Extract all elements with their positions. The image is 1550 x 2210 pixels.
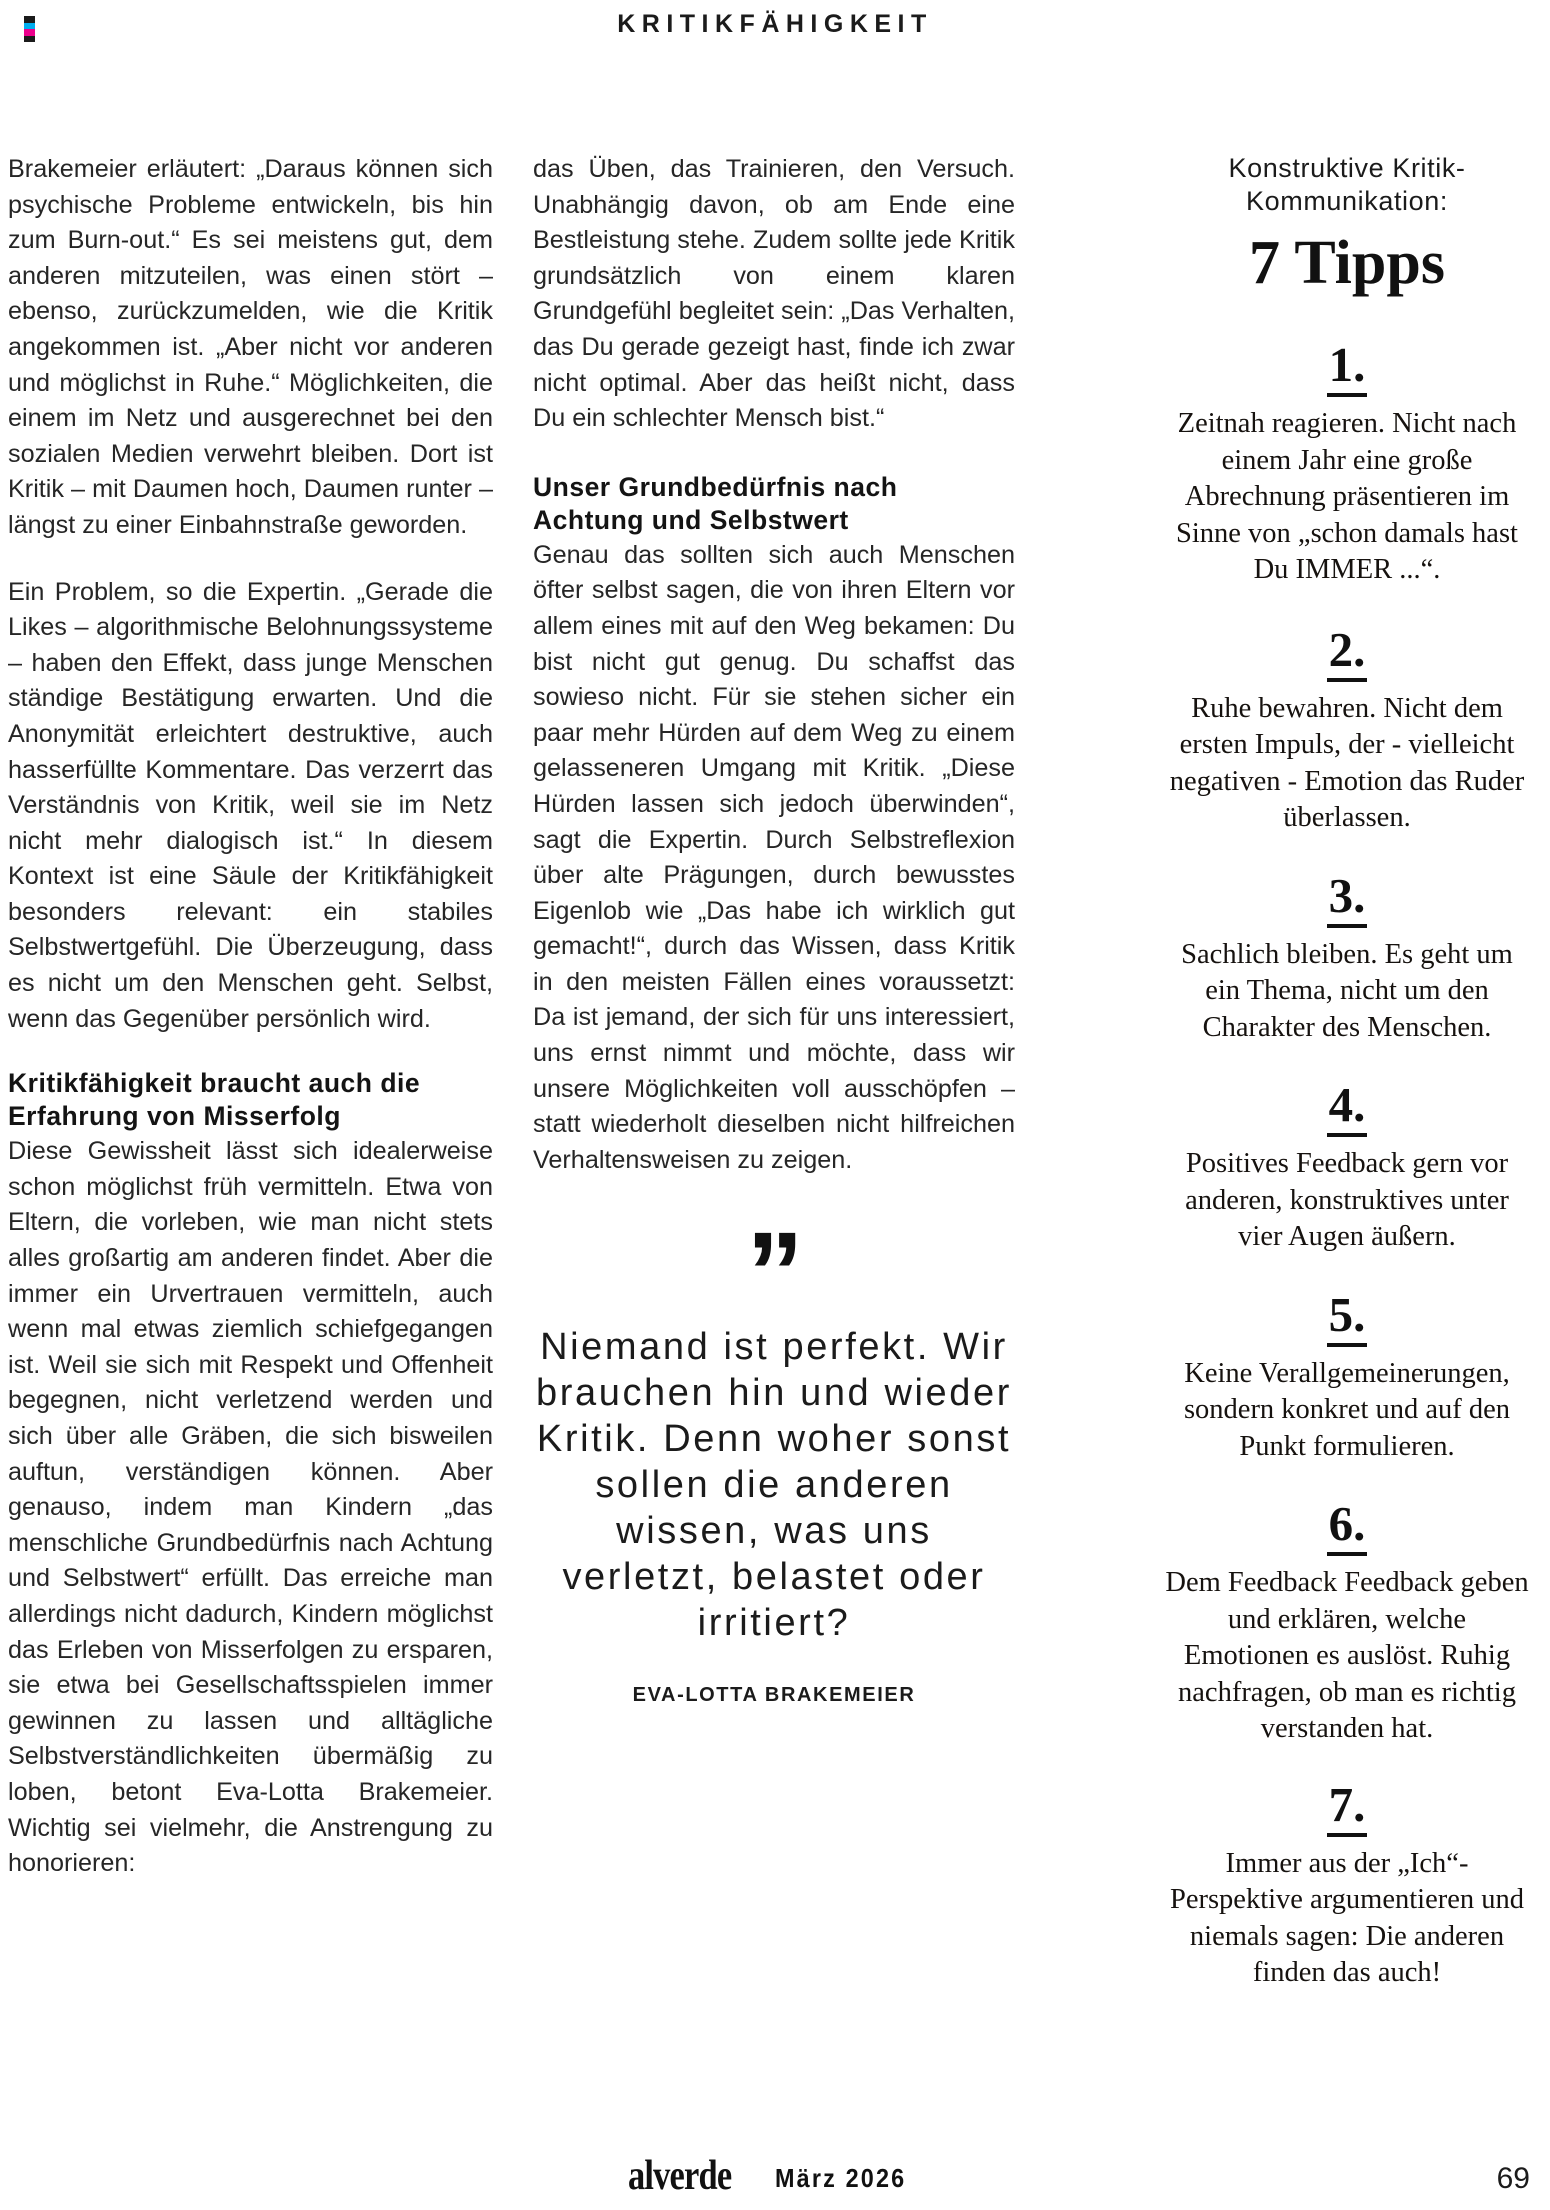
magazine-logo: alverde [628,2153,732,2199]
page-number: 69 [1496,2162,1530,2195]
tip-item [1163,623,1531,837]
tip-text: Keine Verallgemeinerungen, sondern konkret und auf den Punkt formulieren. [1183,1357,1511,1462]
section-subheading: Kritikfähigkeit braucht auch die Erfahrung von Misserfolg [8,1068,421,1132]
issue-date: März 2026 [775,2163,907,2193]
tip-item [1163,1497,1531,1748]
tip-item [1163,338,1531,589]
column-two [533,152,1015,1707]
tip-item [1163,1778,1531,1992]
tip-text: Positives Feedback gern vor anderen, konstruktives unter vier Augen äußern. [1185,1148,1509,1252]
pull-quote-attribution: EVA-LOTTA BRAKEMEIER [632,1684,916,1707]
tip-text: Ruhe bewahren. Nicht dem ersten Impuls, der - vielleicht negativen - Emotion das Ruder überlassen. [1169,692,1525,833]
pull-quote [533,1209,1015,1707]
paragraph: Ein Problem, so die Expertin. „Gerade die Likes – algorithmische Belohnungssysteme – haben den Effekt, dass junge Menschen ständige Bestätigung erwarten. Und die Anonymität erleichtert destruktive, auch hasserfüllte Kommentare. Das verzerrt das Verständnis von Kritik, weil sie im Netz nicht mehr dialogisch ist.“ In diesem Kontext ist eine Säule der Kritikfähigkeit besonders relevant: ein stabiles Selbstwertgefühl. Die Überzeugung, dass es nicht um den Menschen geht. Selbst, wenn das Gegenüber persönlich wird. [8,577,493,1033]
paragraph: Brakemeier erläutert: „Daraus können sich psychische Probleme entwickeln, bis hin zum Burn-out.“ Es sei meistens gut, dem anderen mitzuteilen, was einen stört – ebenso, zurückzumelden, wie die Kritik angekommen ist. „Aber nicht vor anderen und möglichst in Ruhe.“ Möglichkeiten, die einem im Netz und ausgerechnet bei den sozialen Medien verwehrt bleiben. Dort ist Kritik – mit Daumen hoch, Daumen runter – längst zu einer Einbahnstraße geworden. [8,155,493,539]
quotation-mark-icon: ” [746,1209,802,1338]
tip-text: Sachlich bleiben. Es geht um ein Thema, nicht um den Charakter des Menschen. [1181,938,1513,1043]
tip-item [1163,869,1531,1047]
paragraph: Genau das sollten sich auch Menschen öfter selbst sagen, die von ihren Eltern vor allem eines mit auf den Weg bekamen: Du bist nicht gut genug. Du schaffst das sowieso nicht. Für sie stehen sicher ein paar mehr Hürden auf dem Weg zu einem gelasseneren Umgang mit Kritik. „Diese Hürden lassen sich jedoch überwinden“, sagt die Expertin. Durch Selbstreflexion über alte Prägungen, durch bewusstes Eigenlob wie „Das habe ich wirklich gut gemacht!“, durch das Wissen, dass Kritik in den meisten Fällen eines voraussetzt: Da ist jemand, der sich für uns interessiert, uns ernst nimmt und möchte, dass wir unsere Möglichkeiten voll ausschöpfen – statt wiederholt dieselben nicht hilfreichen Verhaltensweisen zu zeigen. [533,540,1015,1174]
running-head: KRITIKFÄHIGKEIT [617,10,933,38]
tip-text: Dem Feedback Feedback geben und erklären, welche Emotionen es auslöst. Ruhig nachfragen, ob man es richtig verstanden hat. [1165,1567,1529,1744]
tip-number: 7. [1327,1778,1368,1837]
paragraph: Diese Gewissheit lässt sich idealerweise schon möglichst früh vermitteln. Etwa von Eltern, die vorleben, wie man nicht stets alles großartig am anderen findet. Aber die immer ein Urvertrauen vermitteln, auch wenn mal etwas ziemlich schiefgegangen ist. Weil sie sich mit Respekt und Offenheit begegnen, nicht verletzend werden und sich über alle Gräben, die sich bisweilen auftun, verständigen können. Aber genauso, indem man Kindern „das menschliche Grundbedürfnis nach Achtung und Selbstwert“ erfüllt. Das erreiche man allerdings nicht dadurch, Kindern möglichst das Erleben von Misserfolgen zu ersparen, sie etwa bei Gesellschaftsspielen immer gewinnen zu lassen und alltägliche Selbstverständlichkeiten übermäßig zu loben, betont Eva-Lotta Brakemeier. Wichtig sei vielmehr, die Anstrengung zu honorieren: [8,1137,493,1878]
tip-item [1163,1288,1531,1466]
tips-kicker: Konstruktive Kritik-Kommunikation: [1228,153,1466,216]
column-one [8,152,493,1882]
tip-number: 1. [1327,338,1368,397]
tip-number: 4. [1327,1078,1368,1137]
tip-number: 2. [1327,623,1368,682]
tip-number: 6. [1327,1497,1368,1556]
section-subheading: Unser Grundbedürfnis nach Achtung und Selbstwert [533,471,898,535]
pull-quote-text: Niemand ist perfekt. Wir brauchen hin und wieder Kritik. Denn woher sonst sollen die anderen wissen, was uns verletzt, belastet oder irritiert? [536,1326,1012,1645]
tip-text: Immer aus der „Ich“-Perspektive argumentieren und niemals sagen: Die anderen finden das auch! [1169,1847,1525,1988]
tip-number: 3. [1327,869,1368,928]
column-three-tips [1163,152,1531,1992]
tips-title: 7 Tipps [1249,229,1445,297]
page-footer [0,2142,1550,2202]
tip-item [1163,1078,1531,1256]
paragraph: das Üben, das Trainieren, den Versuch. Unabhängig davon, ob am Ende eine Bestleistung stehe. Zudem sollte jede Kritik grundsätzlich von einem klaren Grundgefühl begleitet sein: „Das Verhalten, das Du gerade gezeigt hast, finde ich zwar nicht optimal. Aber das heißt nicht, dass Du ein schlechter Mensch bist.“ [533,155,1015,433]
tip-number: 5. [1327,1288,1368,1347]
tip-text: Zeitnah reagieren. Nicht nach einem Jahr eine große Abrechnung präsentieren im Sinne von „schon damals hast Du IMMER ...“. [1176,408,1518,585]
